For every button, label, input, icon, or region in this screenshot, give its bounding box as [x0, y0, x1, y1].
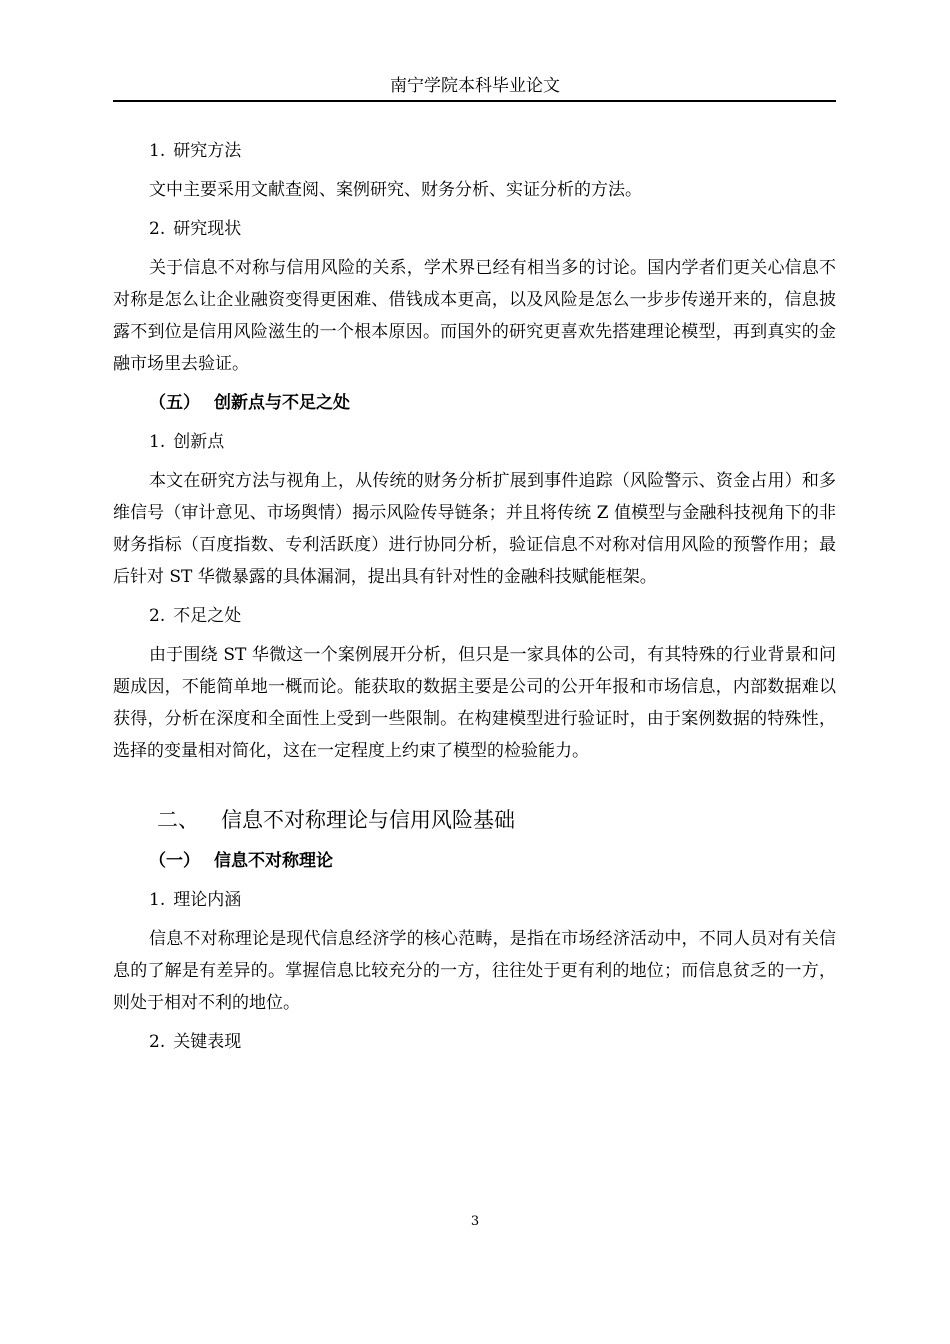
section-number: （一）: [149, 851, 200, 871]
subsection-title: 理论内涵: [173, 890, 242, 910]
chapter-number: 二、: [157, 808, 199, 832]
subsection-heading-key-manifestations: [113, 1026, 836, 1058]
section-heading-asymmetry-theory: [149, 845, 836, 877]
chapter-title: 信息不对称理论与信用风险基础: [221, 808, 515, 832]
section-heading-innovation: [149, 387, 836, 419]
section-number: （五）: [149, 393, 200, 413]
paragraph-innovations: 本文在研究方法与视角上，从传统的财务分析扩展到事件追踪（风险警示、资金占用）和多维信号（审计意见、市场舆情）揭示风险传导链条；并且将传统 Z 值模型与金融科技视角下的非财务指标（百度指数、专利活跃度）进行协同分析，验证信息不对称对信用风险的预警作用；最后针对 ST 华微暴露的具体漏洞，提出具有针对性的金融科技赋能框架。: [113, 471, 836, 587]
subsection-heading-innovations: [113, 426, 836, 458]
header-divider: [113, 100, 836, 102]
subsection-number: 2.: [149, 1032, 166, 1052]
subsection-heading-limitations: [113, 600, 836, 632]
subsection-number: 2.: [149, 219, 166, 239]
subsection-number: 2.: [149, 606, 166, 626]
subsection-title: 研究现状: [173, 219, 242, 239]
subsection-heading-research-status: [113, 213, 836, 245]
paragraph-theory-meaning: 信息不对称理论是现代信息经济学的核心范畴，是指在市场经济活动中，不同人员对有关信息的了解是有差异的。掌握信息比较充分的一方，往往处于更有利的地位；而信息贫乏的一方，则处于相对不利的地位。: [113, 929, 836, 1013]
page-number: 3: [470, 1214, 480, 1229]
subsection-title: 创新点: [173, 432, 225, 452]
subsection-number: 1.: [149, 141, 166, 161]
subsection-title: 研究方法: [173, 141, 242, 161]
subsection-number: 1.: [149, 890, 166, 910]
chapter-heading: [157, 803, 836, 837]
paragraph-limitations: 由于围绕 ST 华微这一个案例展开分析，但只是一家具体的公司，有其特殊的行业背景和问题成因，不能简单地一概而论。能获取的数据主要是公司的公开年报和市场信息，内部数据难以获得，分析在深度和全面性上受到一些限制。在构建模型进行验证时，由于案例数据的特殊性，选择的变量相对简化，这在一定程度上约束了模型的检验能力。: [113, 645, 836, 761]
subsection-title: 关键表现: [173, 1032, 242, 1052]
page-header-title: 南宁学院本科毕业论文: [390, 76, 560, 96]
section-title: 信息不对称理论: [214, 851, 333, 871]
document-body: [113, 135, 836, 1065]
paragraph-research-methods: 文中主要采用文献查阅、案例研究、财务分析、实证分析的方法。: [149, 180, 642, 200]
section-title: 创新点与不足之处: [214, 393, 350, 413]
paragraph-research-status: 关于信息不对称与信用风险的关系，学术界已经有相当多的讨论。国内学者们更关心信息不对称是怎么让企业融资变得更困难、借钱成本更高，以及风险是怎么一步步传递开来的，信息披露不到位是信用风险滋生的一个根本原因。而国外的研究更喜欢先搭建理论模型，再到真实的金融市场里去验证。: [113, 258, 836, 374]
subsection-title: 不足之处: [173, 606, 242, 626]
subsection-heading-research-methods: [113, 135, 836, 167]
subsection-heading-theory-meaning: [113, 884, 836, 916]
subsection-number: 1.: [149, 432, 166, 452]
